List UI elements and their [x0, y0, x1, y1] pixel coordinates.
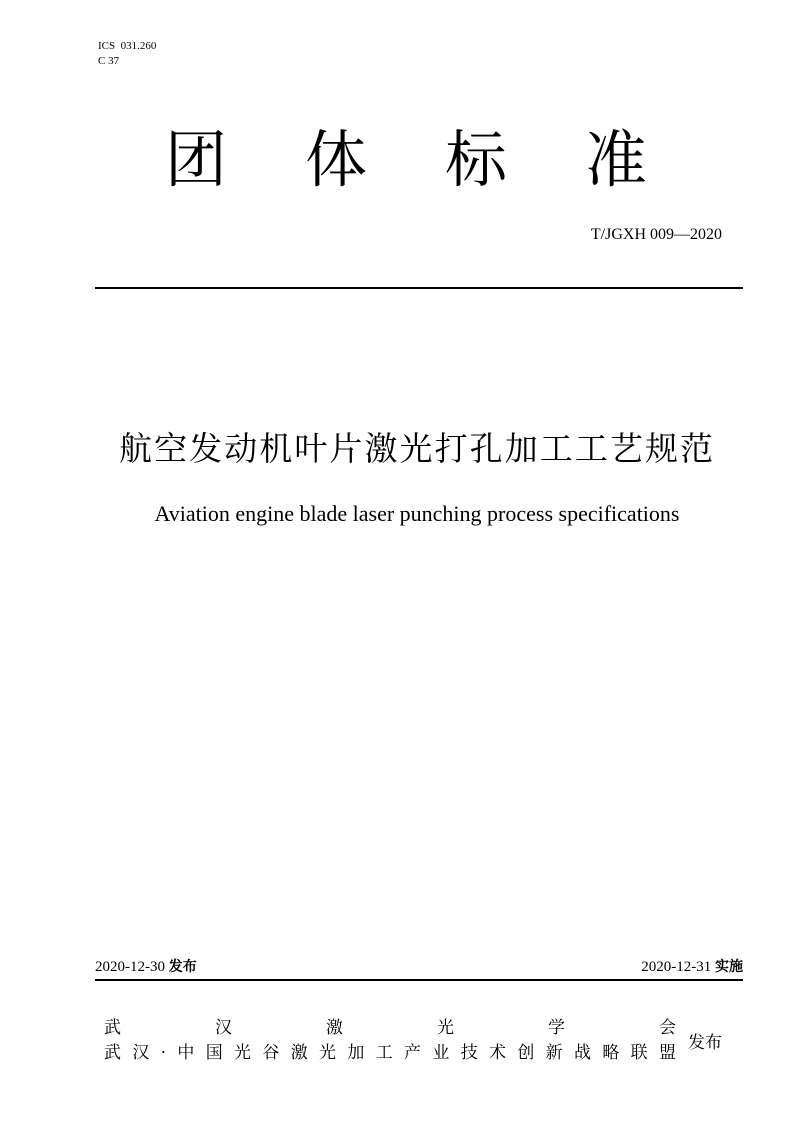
- issuer-label: 发布: [688, 1033, 722, 1053]
- footer-divider: [95, 979, 743, 981]
- implement-date-value: 2020-12-31: [641, 959, 712, 975]
- issuer-org-1: 武汉激光学会: [104, 1018, 676, 1038]
- issuer-org-2: 武汉·中国光谷激光加工产业技术创新战略联盟: [104, 1043, 676, 1063]
- ics-code: ICS 031.260: [98, 40, 157, 52]
- standard-number: T/JGXH 009—2020: [590, 226, 722, 243]
- implement-date: [641, 957, 743, 977]
- document-title-zh: 航空发动机叶片激光打孔加工工艺规范: [119, 429, 713, 468]
- publish-date-value: 2020-12-30: [95, 959, 165, 975]
- implement-date-label: 实施: [715, 959, 743, 975]
- ccs-code: C 37: [98, 55, 120, 67]
- publish-date-label: 发布: [168, 959, 197, 975]
- header-divider: [95, 287, 743, 289]
- publish-date: [95, 957, 197, 977]
- standard-category-title: 团体标准: [165, 123, 647, 196]
- document-title-en: Aviation engine blade laser punching process specifications: [154, 501, 680, 526]
